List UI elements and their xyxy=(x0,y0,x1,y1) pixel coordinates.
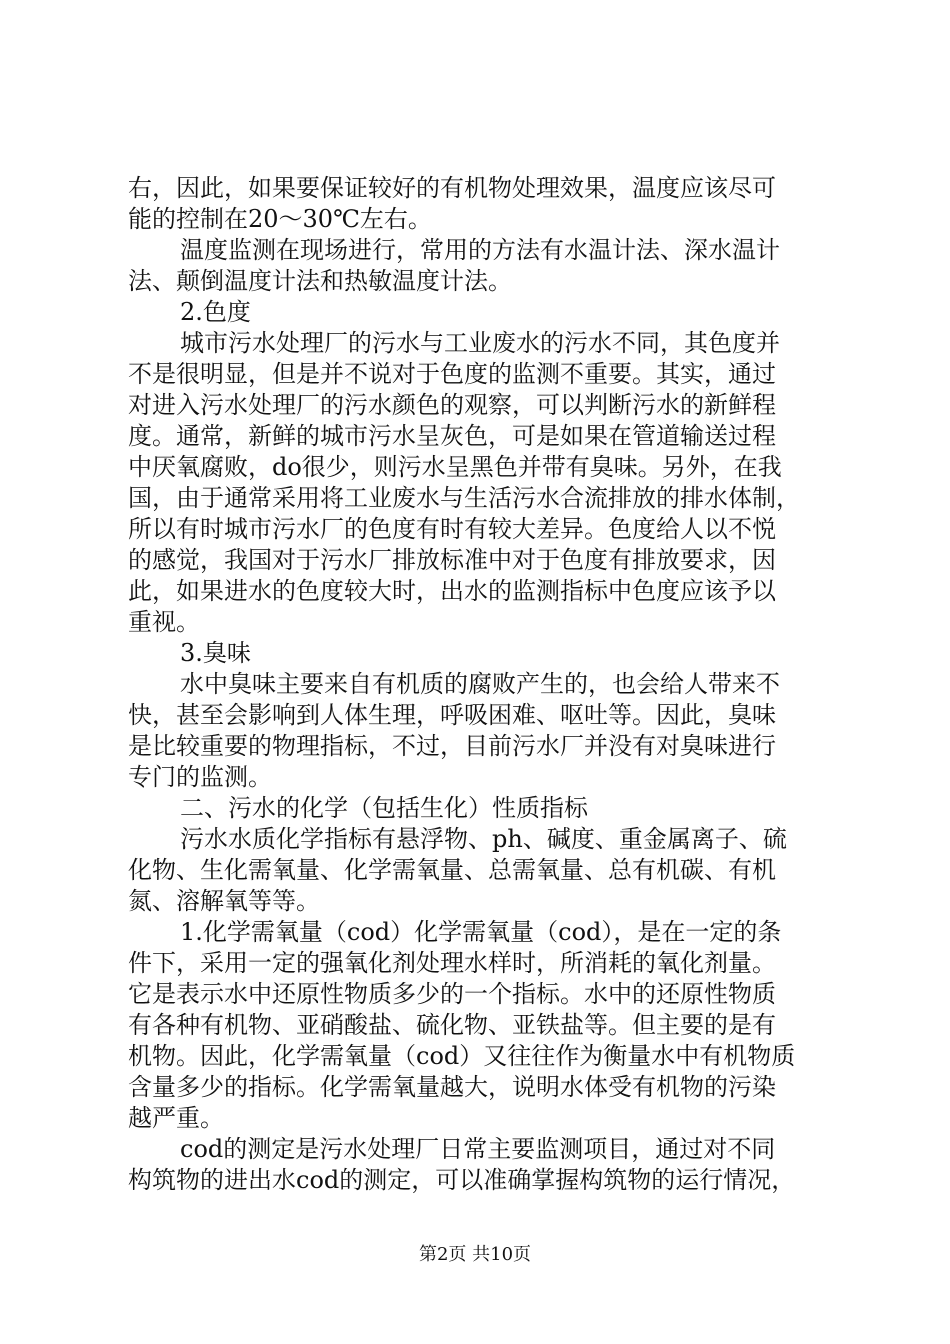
text-line: 氮、溶解氧等等。 xyxy=(128,887,320,915)
page-footer: 第2页 共10页 xyxy=(418,1244,532,1265)
text-line: 所以有时城市污水厂的色度有时有较大差异。色度给人以不悦 xyxy=(128,515,776,543)
paragraph-start-line: 水中臭味主要来自有机质的腐败产生的，也会给人带来不 xyxy=(180,670,780,698)
text-line: 越严重。 xyxy=(128,1104,224,1132)
text-line: 不是很明显，但是并不说对于色度的监测不重要。其实，通过 xyxy=(128,360,776,388)
paragraph-start-line: 污水水质化学指标有悬浮物、ph、碱度、重金属离子、硫 xyxy=(180,825,787,853)
text-line: 能的控制在20～30℃左右。 xyxy=(128,205,432,233)
text-line: 化物、生化需氧量、化学需氧量、总需氧量、总有机碳、有机 xyxy=(128,856,776,884)
text-line: 件下，采用一定的强氧化剂处理水样时，所消耗的氧化剂量。 xyxy=(128,949,776,977)
paragraph-start-line: 1.化学需氧量（cod）化学需氧量（cod），是在一定的条 xyxy=(180,918,782,946)
text-line: 含量多少的指标。化学需氧量越大，说明水体受有机物的污染 xyxy=(128,1073,776,1101)
text-line: 重视。 xyxy=(128,608,200,636)
text-line: 此，如果进水的色度较大时，出水的监测指标中色度应该予以 xyxy=(128,577,776,605)
text-line: 它是表示水中还原性物质多少的一个指标。水中的还原性物质 xyxy=(128,980,776,1008)
section-heading-color: 2.色度 xyxy=(180,298,251,326)
text-line: 专门的监测。 xyxy=(128,763,272,791)
section-heading-odor: 3.臭味 xyxy=(180,639,251,667)
document-body xyxy=(128,173,833,1196)
text-line: 右，因此，如果要保证较好的有机物处理效果，温度应该尽可 xyxy=(128,174,776,202)
text-line: 是比较重要的物理指标，不过，目前污水厂并没有对臭味进行 xyxy=(128,732,776,760)
text-line: 机物。因此，化学需氧量（cod）又往往作为衡量水中有机物质 xyxy=(128,1042,796,1070)
paragraph-start-line: cod的测定是污水处理厂日常主要监测项目，通过对不同 xyxy=(180,1135,776,1163)
text-line: 国，由于通常采用将工业废水与生活污水合流排放的排水体制， xyxy=(128,484,800,512)
text-line: 的感觉，我国对于污水厂排放标准中对于色度有排放要求，因 xyxy=(128,546,776,574)
text-line: 法、颠倒温度计法和热敏温度计法。 xyxy=(128,267,512,295)
text-line: 快，甚至会影响到人体生理，呼吸困难、呕吐等。因此，臭味 xyxy=(128,701,776,729)
section-heading-chemical: 二、污水的化学（包括生化）性质指标 xyxy=(180,794,588,822)
paragraph-start-line: 温度监测在现场进行，常用的方法有水温计法、深水温计 xyxy=(180,236,780,264)
text-line: 中厌氧腐败，do很少，则污水呈黑色并带有臭味。另外，在我 xyxy=(128,453,782,481)
text-line: 对进入污水处理厂的污水颜色的观察，可以判断污水的新鲜程 xyxy=(128,391,776,419)
text-line: 有各种有机物、亚硝酸盐、硫化物、亚铁盐等。但主要的是有 xyxy=(128,1011,776,1039)
text-line: 度。通常，新鲜的城市污水呈灰色，可是如果在管道输送过程 xyxy=(128,422,776,450)
text-line: 构筑物的进出水cod的测定，可以准确掌握构筑物的运行情况， xyxy=(128,1166,796,1194)
paragraph-start-line: 城市污水处理厂的污水与工业废水的污水不同，其色度并 xyxy=(180,329,780,357)
